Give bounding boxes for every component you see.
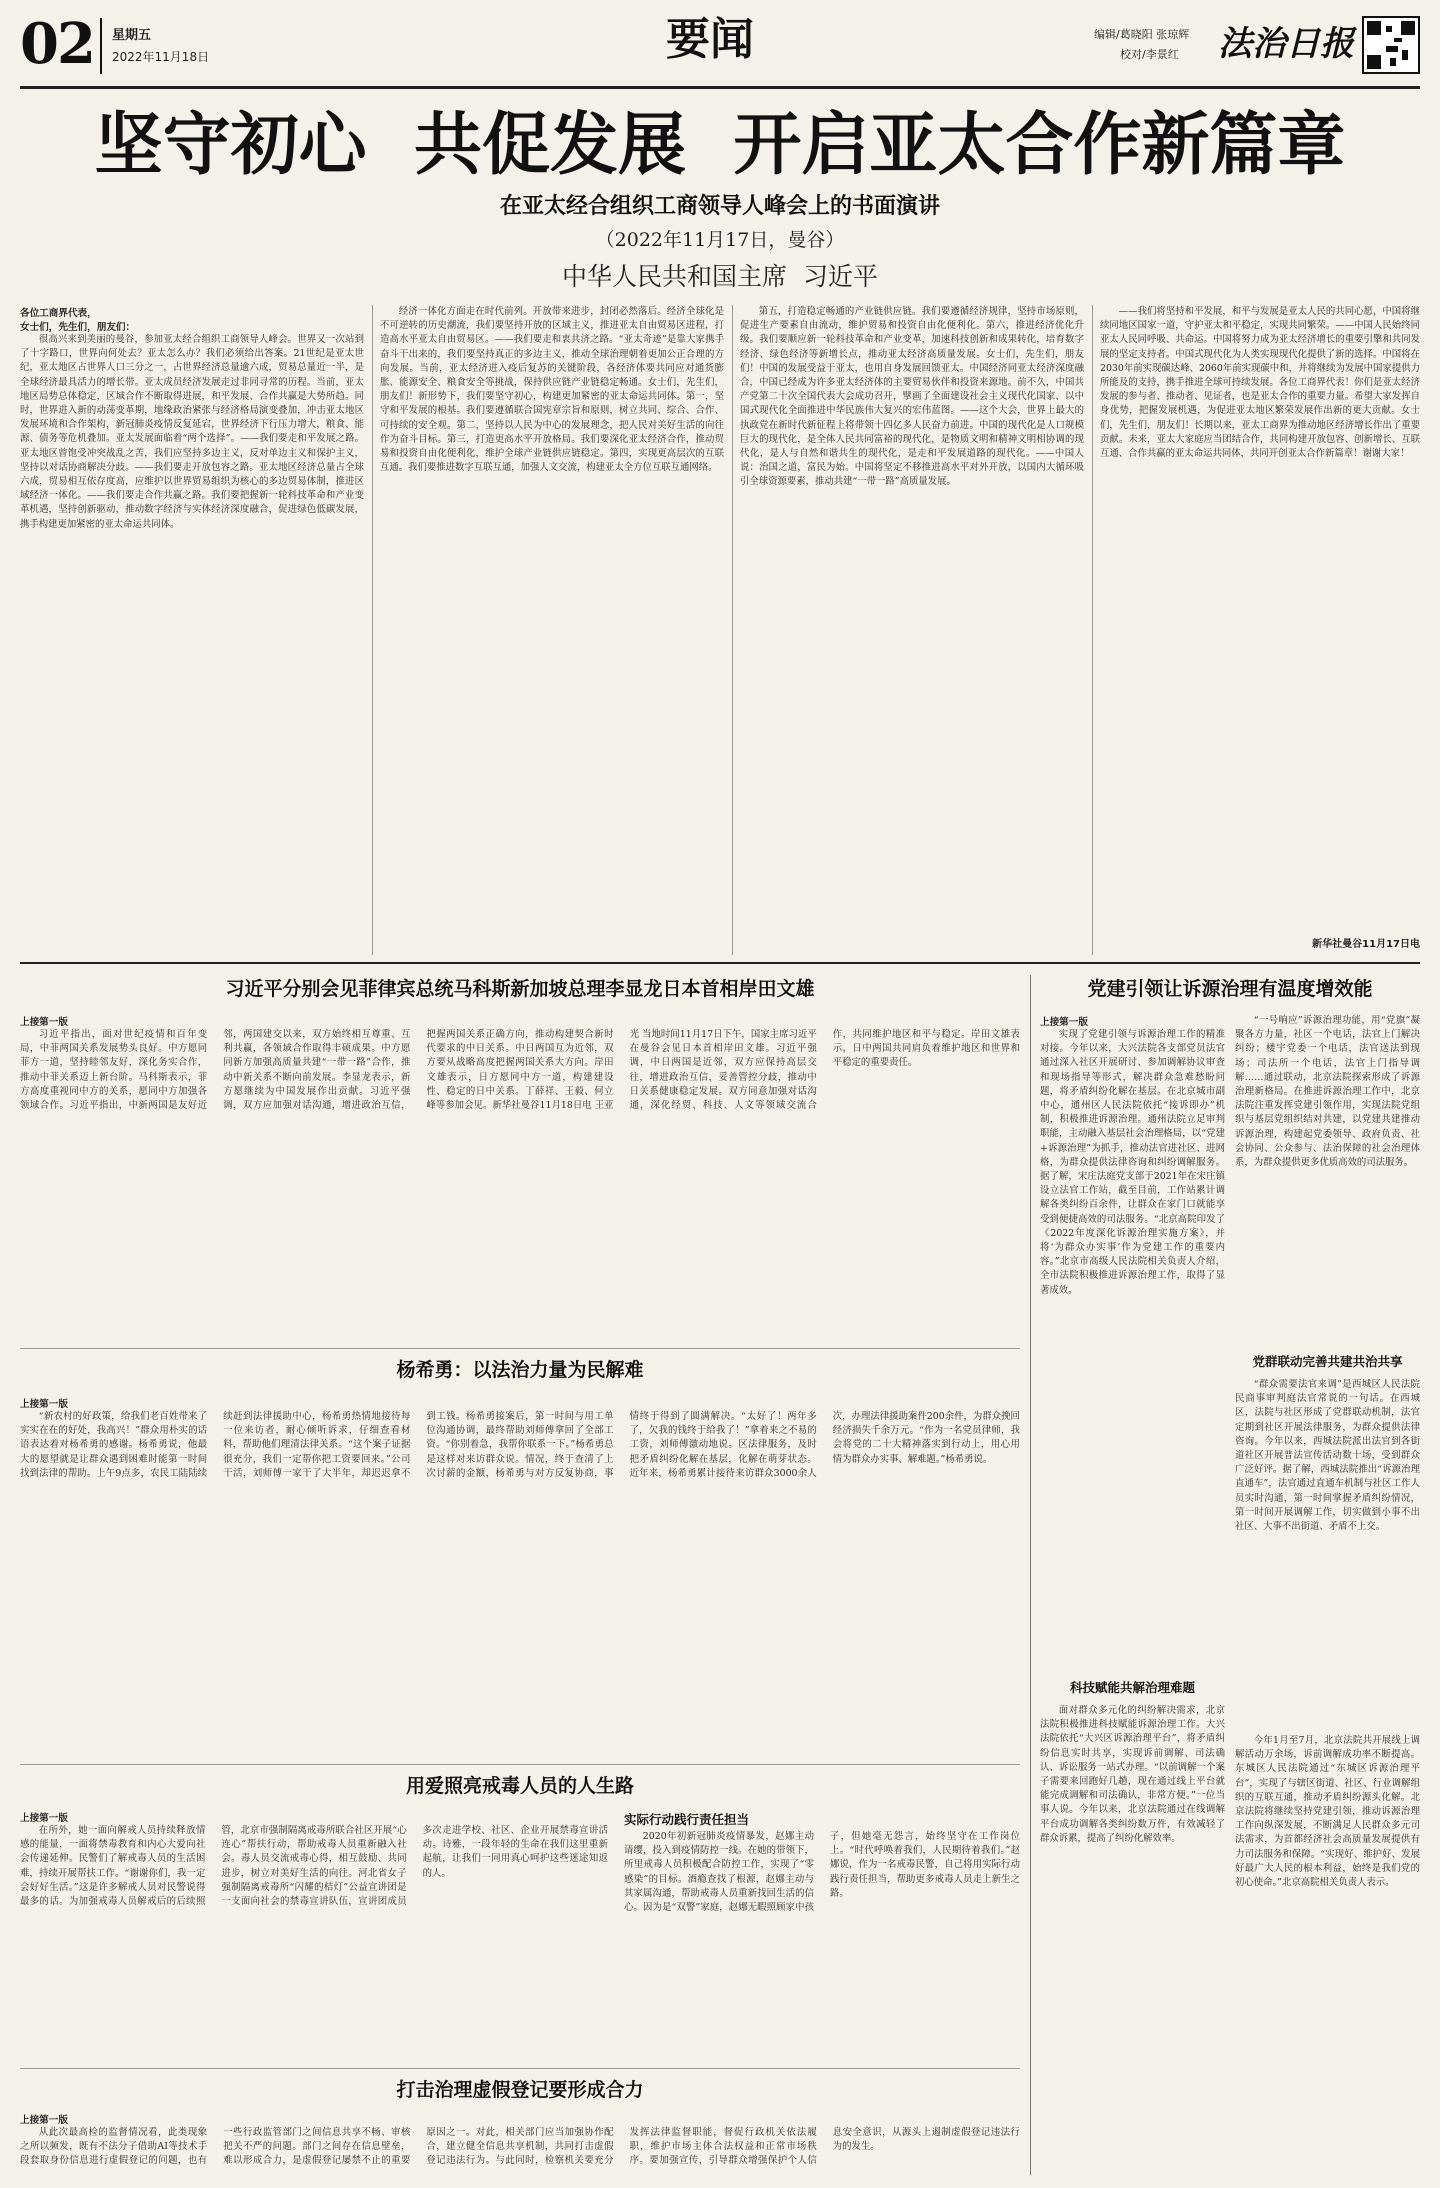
fraud-body bbox=[20, 2112, 1020, 2180]
salutation-2: 女士们，先生们，朋友们： bbox=[20, 322, 136, 333]
drug-headline: 用爱照亮戒毒人员的人生路 bbox=[405, 1775, 634, 1797]
drug-lead-in: 上接第一版 bbox=[20, 1813, 68, 1824]
page-number: 02 bbox=[20, 11, 94, 77]
editors: 编辑/葛晓阳 张琼辉 bbox=[1094, 28, 1190, 41]
dangjian-col2c: 今年1月至7月，北京法院共开展线上调解活动万余场，诉前调解成功率不断提高。东城区人民法院通过“东城区诉源治理平台”，实现了与辖区街道、社区、行业调解组织的互联互通，推动矛盾纠纷源头化解。北京法院将继续坚持党建引领，推动诉源治理工作向纵深发展，不断满足人民群众多元司法需求，为首都经济社会高质量发展提供有力司法服务和保障。“实现好、维护好、发展好最广大人民的根本利益，始终是我们党的初心使命。”北京高院相关负责人表示。 bbox=[1235, 1735, 1420, 1889]
dangjian-col2b: “群众需要法官来调”是西城区人民法院民商事审判庭法官常说的一句话。在西城区，法院与社区形成了党群联动机制，法官定期到社区开展法律服务，为群众提供法律咨询。今年以来，西城法院派出法官到各街道社区开展普法宣传活动数十场，受到群众广泛好评。据了解，西城法院推出“诉源治理直通车”，法官通过直通车机制与社区工作人员实时沟通，第一时间掌握矛盾纠纷情况，第一时间开展调解工作，切实做到小事不出社区、大事不出街道、矛盾不上交。 bbox=[1235, 1379, 1420, 1533]
xi-meetings-body bbox=[20, 1014, 1020, 1339]
story-divider bbox=[20, 1764, 1020, 1765]
lead-dateline: （2022年11月17日，曼谷） bbox=[595, 229, 845, 251]
masthead bbox=[0, 0, 1440, 90]
fraud-text: 从此次最高检的监督情况看，此类现象之所以频发，既有不法分子借助AI等技术手段套取身份信息进行虚假登记的问题，也有一些行政监管部门之间信息共享不畅、审核把关不严的问题。部门之间存在信息壁垒，难以形成合力，是虚假登记屡禁不止的重要原因之一。对此，相关部门应当加强协作配合，建立健全信息共享机制，共同打击虚假登记违法行为。与此同时，检察机关要充分发挥法律监督职能，督促行政机关依法履职，维护市场主体合法权益和正常市场秩序。要加强宣传，引导群众增强保护个人信息安全意识，从源头上遏制虚假登记违法行为的发生。 bbox=[20, 2127, 1020, 2167]
masthead-rule bbox=[20, 86, 1420, 89]
xi-meetings-text: 习近平指出，面对世纪疫情和百年变局，中菲两国关系发展势头良好。中方愿同菲方一道，坚持睦邻友好，深化务实合作，推动中菲关系迈上新台阶。马科斯表示，菲方高度重视同中方的关系，愿同中方加强各领域合作。习近平指出，中新两国是友好近邻，两国建交以来，双方始终相互尊重、互利共赢，各领域合作取得丰硕成果。中方愿同新方加强高质量共建“一带一路”合作，推动中新关系不断向前发展。李显龙表示，新方愿继续为中国发展作出贡献。习近平强调，双方应加强对话沟通，增进政治互信，把握两国关系正确方向，推动构建契合新时代要求的中日关系。中日两国互为近邻，双方要从战略高度把握两国关系大方向。岸田文雄表示，日方愿同中方一道，构建建设性、稳定的日中关系。丁薛祥、王毅、何立峰等参加会见。新华社曼谷11月18日电 王亚光 当地时间11月17日下午，国家主席习近平在曼谷会见日本首相岸田文雄。习近平强调，中日两国是近邻，双方应保持高层交往，增进政治互信，妥善管控分歧，推动中日关系健康稳定发展。双方同意加强对话沟通，深化经贸、科技、人文等领域交流合作，共同维护地区和平与稳定。岸田文雄表示，日中两国共同肩负着维护地区和世界和平稳定的重要责任。 bbox=[20, 1029, 1020, 1112]
story-divider bbox=[20, 1348, 1020, 1349]
drug-text-b: 2020年初新冠肺炎疫情暴发，赵娜主动请缨，投入到疫情防控一线。在她的带领下，所里戒毒人员积极配合防控工作，实现了“零感染”的目标。酒瘾查找了根源，赵娜主动与其家属沟通，帮助戒毒人员重新找回生活的信心。因为是“双警”家庭，赵娜无暇照顾家中孩子，但她毫无怨言，始终坚守在工作岗位上。“时代呼唤着我们，人民期待着我们。”赵娜说，作为一名戒毒民警，自己将用实际行动践行责任担当，帮助更多戒毒人员走上新生之路。 bbox=[624, 1831, 1020, 1914]
yang-headline: 杨希勇：以法治力量为民解难 bbox=[396, 1359, 644, 1381]
lead-col4-text: ——我们将坚持和平发展，和平与发展是亚太人民的共同心愿，中国将继续同地区国家一道，守护亚太和平稳定，实现共同繁荣。——中国人民始终同亚太人民同呼吸、共命运。中国将努力成为亚太经济增长的重要引擎和共同发展的坚定支持者。中国式现代化为人类实现现代化提供了新的选择。中国将在2030年前实现碳达峰、2060年前实现碳中和，并将继续为发展中国家提供力所能及的支持，携手推进全球可持续发展。各位工商界代表！你们是亚太经济发展的参与者、推动者、见证者，也是亚太合作的重要力量。希望大家发挥自身优势，把握发展机遇，为促进亚太地区繁荣发展作出新的更大贡献。女士们，先生们，朋友们！长期以来，亚太工商界为推动地区经济增长作出了重要贡献。未来，亚太大家庭应当团结合作，共同构建开放包容、创新增长、互联互通、合作共赢的亚太命运共同体，共同开创亚太合作新篇章！谢谢大家！ bbox=[1100, 306, 1420, 460]
dangjian-subhead-1: 党群联动完善共建共治共享 bbox=[1252, 1354, 1403, 1369]
section-title: 要闻 bbox=[666, 14, 754, 65]
lead-headline: 坚守初心 共促发展 开启亚太合作新篇章 bbox=[94, 106, 1346, 185]
paper-name: 法治日报 bbox=[1218, 24, 1354, 64]
masthead-divider bbox=[100, 18, 102, 74]
drug-body bbox=[20, 1810, 1020, 2060]
xi-meetings-headline: 习近平分别会见菲律宾总统马科斯新加坡总理李显龙日本首相岸田文雄 bbox=[225, 978, 815, 1000]
dangjian-col-1 bbox=[1040, 1014, 1225, 2174]
lead-col2-text: 经济一体化方面走在时代前列。开放带来进步，封闭必然落后。经济全球化是不可逆转的历史潮流，我们要坚持开放的区域主义，推进亚太自由贸易区进程，打造高水平亚太自由贸易区。——我们要走和衷共济之路。“亚太奇迹”是靠大家携手奋斗干出来的，我们要坚持真正的多边主义，推动全球治理朝着更加公正合理的方向发展。当前，亚太经济进入疫后复苏的关键阶段，各经济体要共同应对通货膨胀、能源安全、粮食安全等挑战，保持供应链产业链稳定畅通。女士们，先生们，朋友们！新形势下，我们要坚守初心，构建更加紧密的亚太命运共同体。第一，坚守和平发展的根基。我们要遵循联合国宪章宗旨和原则，树立共同、综合、合作、可持续的安全观。第二，坚持以人民为中心的发展理念，把人民对美好生活的向往作为奋斗目标。第三，打造更高水平开放格局。我们要深化亚太经济合作，推动贸易和投资自由化便利化，维护全球产业链供应链稳定。第四，实现更高层次的互联互通。我们要推进数字互联互通，加强人文交流，构建亚太全方位互联互通网络。 bbox=[380, 306, 724, 474]
drug-text: 在所外，她一面向解戒人员持续释放情感的能量，一面将禁毒教育和内心大爱向社会传递延伸。民警们了解戒毒人员的生活困难，持续开展帮扶工作。“谢谢你们，我一定会好好生活。”这是许多解戒人员对民警说得最多的话。为加强戒毒人员解戒后的后续照管，北京市强制隔离戒毒所联合社区开展“心连心”帮扶行动，帮助戒毒人员重新融入社会。毒人员交流戒毒心得，相互鼓励、共同进步，树立对美好生活的向往。河北省女子强制隔离戒毒所“闪耀的桔灯”公益宣讲团是一支面向社会的禁毒宣讲队伍，宣讲团成员多次走进学校、社区、企业开展禁毒宣讲活动。诗雅，一段年轻的生命在我们这里重新起航，让我们一同用真心呵护这些迷途知返的人。 bbox=[20, 1825, 608, 1908]
dangjian-subhead-2: 科技赋能共解治理难题 bbox=[1069, 1680, 1195, 1695]
weekday: 星期五 bbox=[112, 28, 152, 43]
drug-subhead: 实际行动践行责任担当 bbox=[624, 1812, 750, 1827]
dangjian-headline: 党建引领让诉源治理有温度增效能 bbox=[1087, 978, 1373, 1000]
lead-col3-text: 第五，打造稳定畅通的产业链供应链。我们要遵循经济规律，坚持市场原则，促进生产要素自由流动，维护贸易和投资自由化便利化。第六，推进经济优化升级。我们要顺应新一轮科技革命和产业变革，加速科技创新和成果转化，培育数字经济、绿色经济等新增长点，推动亚太经济高质量发展。女士们，先生们，朋友们！中国的发展受益于亚太，也用自身发展回馈亚太。中国经济同亚太经济深度融合，中国已经成为许多亚太经济体的主要贸易伙伴和投资来源地。前不久，中国共产党第二十次全国代表大会成功召开，擘画了全面建设社会主义现代化国家、以中国式现代化全面推进中华民族伟大复兴的宏伟蓝图。——这个大会，世界上最大的执政党在新时代新征程上将带领十四亿多人民奋力前进。中国的现代化是人口规模巨大的现代化，是全体人民共同富裕的现代化，是物质文明和精神文明相协调的现代化，是人与自然和谐共生的现代化，是走和平发展道路的现代化。——中国人说：治国之道，富民为始。中国将坚定不移推进高水平对外开放，以国内大循环吸引全球资源要素，推动共建“一带一路”高质量发展。 bbox=[740, 306, 1084, 488]
xi-meetings-lead-in: 上接第一版 bbox=[20, 1017, 68, 1028]
lead-subtitle: 在亚太经合组织工商领导人峰会上的书面演讲 bbox=[499, 194, 940, 219]
yang-text: “新农村的好政策，给我们老百姓带来了实实在在的好处，我高兴！”群众用朴实的话语表达着对杨希勇的感谢。杨希勇说，他最大的愿望就是让群众遇到困难时能第一时间找到法律的帮助。上午9点多，农民工陆陆续续赶到法律援助中心，杨希勇热情地接待每一位来访者，耐心倾听诉求，仔细查看材料，帮助他们理清法律关系。“这个案子证据很充分，我们一定帮你把工资要回来。”公司干活，刘师傅一家干了大半年，却迟迟拿不到工钱。杨希勇接案后，第一时间与用工单位沟通协调，最终帮助刘师傅拿回了全部工资。“你别着急，我帮你联系一下。”杨希勇总是这样对来访群众说。情况，终于查清了上次讨薪的金额，杨希勇与对方反复协商，事情终于得到了圆满解决。“太好了！两年多了，欠我的钱终于给我了！”拿着来之不易的工资，刘师傅激动地说。区法律服务，及时把矛盾纠纷化解在基层，化解在萌芽状态。近年来，杨希勇累计接待来访群众3000余人次，办理法律援助案件200余件，为群众挽回经济损失千余万元。“作为一名党员律师，我会将党的二十大精神落实到行动上，用心用情为群众办实事、解难题。”杨希勇说。 bbox=[20, 1411, 1020, 1479]
dangjian-lead-in: 上接第一版 bbox=[1040, 1017, 1088, 1028]
column-divider bbox=[372, 305, 373, 955]
fraud-headline: 打击治理虚假登记要形成合力 bbox=[396, 2079, 644, 2101]
lead-credit: 新华社曼谷11月17日电 bbox=[1312, 939, 1420, 950]
column-divider bbox=[732, 305, 733, 955]
dangjian-body: 实现了党建引领与诉源治理工作的精准对接。今年以来，大兴法院各支部党员法官通过深入社区开展研讨、参加调解协议审查和现场指导等形式，解决群众急难愁盼问题，将矛盾纠纷化解在基层。在北京城市副中心，通州区人民法院依托“接诉即办”机制，积极推进诉源治理。通州法院立足审判职能，主动融入基层社会治理格局，以“党建+诉源治理”为抓手，推动法官进社区、进网格，为群众提供法律咨询和纠纷调解服务。据了解，宋庄法庭党支部于2021年在宋庄镇设立法官工作站，截至目前，工作站累计调解各类纠纷百余件，让群众在家门口就能享受到便捷高效的司法服务。“北京高院印发了《2022年度深化诉源治理实施方案》，并将‘为群众办实事’作为党建工作的重要内容。”北京市高级人民法院相关负责人介绍，全市法院积极推进诉源治理工作，取得了显著成效。 bbox=[1040, 1029, 1225, 1296]
lead-col1-text: 很高兴来到美丽的曼谷，参加亚太经合组织工商领导人峰会。世界又一次站到了十字路口，世界向何处去？亚太怎么办？我们必须给出答案。21世纪是亚太世纪，亚太地区占世界人口三分之一，占世界经济总量逾六成，贸易总量近一半，是全球经济最具活力的增长带。亚太成员经济发展走过非同寻常的历程。当前，亚太地区局势总体稳定，区域合作不断取得进展，和平发展、合作共赢是大势所趋。同时，世界进入新的动荡变革期，地缘政治紧张与经济格局演变叠加，冲击亚太地区发展环境和合作架构，新冠肺炎疫情反复延宕，世界经济下行压力增大，粮食、能源、债务等危机叠加。亚太发展面临着“两个选择”。——我们要走和平发展之路。亚太地区曾饱受冲突战乱之苦，我们应坚持多边主义，反对单边主义和保护主义，坚持以对话协商解决分歧。——我们要走开放包容之路。亚太地区经济总量占全球六成，贸易相互依存度高，应维护以世界贸易组织为核心的多边贸易体制，推进区域经济一体化。——我们要走合作共赢之路。我们要把握新一轮科技革命和产业变革机遇，坚持创新驱动，推动数字经济与实体经济深度融合，促进绿色低碳发展，携手构建更加紧密的亚太命运共同体。 bbox=[20, 334, 364, 530]
issue-date: 2022年11月18日 bbox=[112, 50, 210, 64]
yang-body bbox=[20, 1396, 1020, 1756]
salutation-1: 各位工商界代表， bbox=[20, 308, 97, 319]
yang-lead-in: 上接第一版 bbox=[20, 1399, 68, 1410]
lead-column-1 bbox=[20, 305, 364, 955]
story-divider bbox=[20, 2068, 1020, 2069]
column-divider bbox=[1092, 305, 1093, 955]
right-column-divider bbox=[1030, 975, 1031, 2175]
lead-byline: 中华人民共和国主席 习近平 bbox=[562, 262, 878, 291]
qr-code-icon bbox=[1362, 16, 1420, 74]
fraud-lead-in: 上接第一版 bbox=[20, 2115, 68, 2126]
dangjian-col1b: 面对群众多元化的纠纷解决需求，北京法院积极推进科技赋能诉源治理工作。大兴法院依托“大兴区诉源治理平台”，将矛盾纠纷信息实时共享，实现诉前调解、司法确认、诉讼服务一站式办理。“以前调解一个案子需要来回跑好几趟，现在通过线上平台就能完成调解和司法确认，非常方便。”一位当事人说。今年以来，北京法院通过在线调解平台成功调解各类纠纷数万件，有效减轻了群众诉累，提高了纠纷化解效率。 bbox=[1040, 1705, 1225, 1844]
dangjian-col2: “一号响应”诉源治理功能，用“党旗”凝聚各方力量，社区一个电话，法官上门解决纠纷；楼宇党委一个电话，法官送法到现场；司法所一个电话，法官上门指导调解……通过联动，北京法院探索形成了诉源治理新格局。在推进诉源治理工作中，北京法院注重发挥党建引领作用，实现法院党组织与基层党组织结对共建，以党建共建推动诉源治理，构建起党委领导、政府负责、社会协同、公众参与、法治保障的社会治理体系，为群众提供更多优质高效的司法服务。 bbox=[1235, 1015, 1420, 1169]
section-rule bbox=[20, 962, 1420, 964]
dangjian-col-2 bbox=[1235, 1014, 1420, 2174]
proofreader: 校对/李景红 bbox=[1120, 48, 1179, 61]
